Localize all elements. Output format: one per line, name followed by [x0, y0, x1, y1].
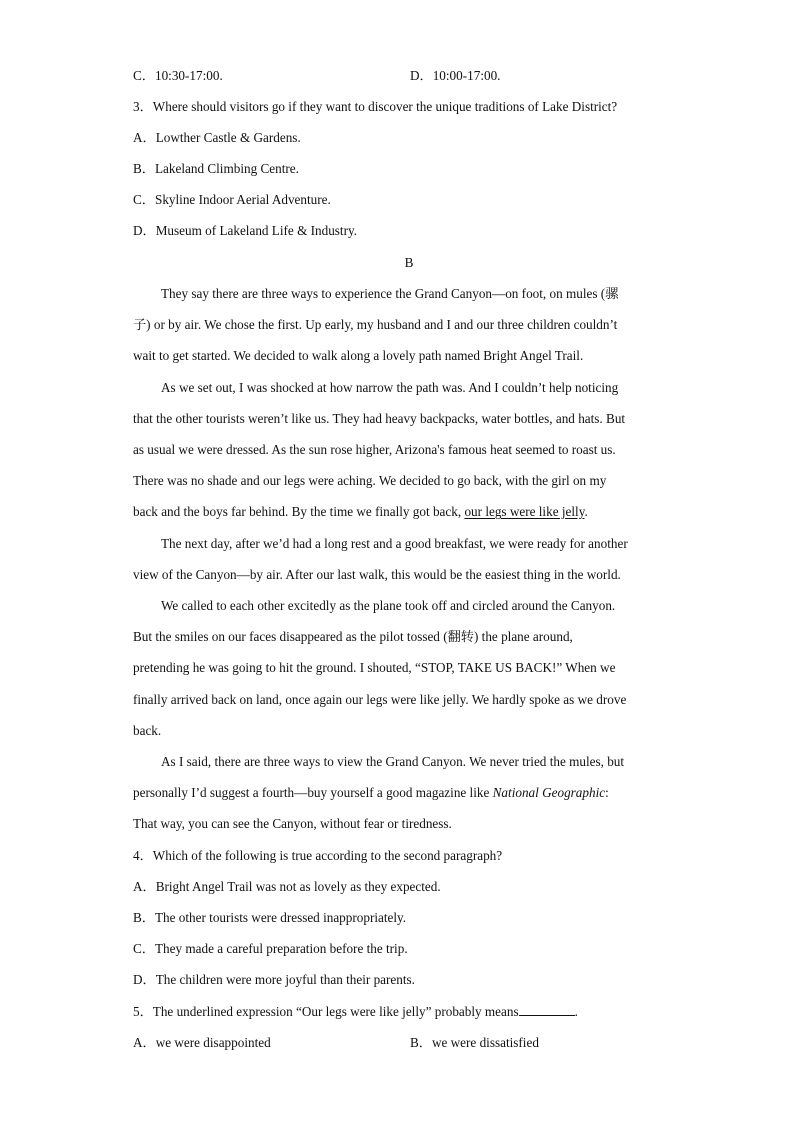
- passage-line-8-end: .: [584, 504, 588, 519]
- passage-line-11: We called to each other excitedly as the plane took off and circled around the Canyon.: [161, 598, 616, 613]
- q5-option-a: A．we were disappointed: [133, 1035, 271, 1050]
- q4-option-b: B．The other tourists were dressed inappropriately.: [133, 910, 407, 925]
- q3-option-a: A．Lowther Castle & Gardens.: [133, 130, 301, 145]
- passage-line-16: As I said, there are three ways to view the Grand Canyon. We never tried the mules, but: [161, 754, 625, 769]
- q3-option-b: B．Lakeland Climbing Centre.: [133, 161, 299, 176]
- passage-line-7: There was no shade and our legs were aching. We decided to go back, with the girl on my: [133, 473, 607, 488]
- q3-option-d: D．Museum of Lakeland Life & Industry.: [133, 223, 358, 238]
- passage-line-12: But the smiles on our faces disappeared as the pilot tossed (翻转) the plane around,: [133, 629, 573, 644]
- section-label: B: [404, 255, 414, 270]
- q3-option-c: C．Skyline Indoor Aerial Adventure.: [133, 192, 331, 207]
- q3-stem: 3．Where should visitors go if they want to discover the unique traditions of Lake District?: [133, 99, 618, 114]
- answer-blank: [519, 1003, 575, 1016]
- q5-option-b: B．we were dissatisfied: [410, 1035, 539, 1050]
- passage-line-18: That way, you can see the Canyon, without fear or tiredness.: [133, 816, 452, 831]
- passage-line-17-end: :: [605, 785, 609, 800]
- passage-line-14: finally arrived back on land, once again our legs were like jelly. We hardly spoke as we drove: [133, 692, 627, 707]
- passage-line-8: [133, 503, 588, 521]
- passage-line-17-text: personally I’d suggest a fourth—buy yourself a good magazine like: [133, 785, 493, 800]
- passage-line-1: They say there are three ways to experience the Grand Canyon—on foot, on mules (骡: [161, 286, 619, 301]
- passage-line-8-text: back and the boys far behind. By the time we finally got back,: [133, 504, 465, 519]
- underlined-expression: our legs were like jelly: [464, 504, 585, 519]
- q4-option-d: D．The children were more joyful than their parents.: [133, 972, 415, 987]
- q4-option-a: A．Bright Angel Trail was not as lovely as they expected.: [133, 879, 441, 894]
- q4-stem: 4．Which of the following is true according to the second paragraph?: [133, 848, 503, 863]
- q2-option-c: C．10:30-17:00.: [133, 68, 223, 83]
- passage-line-6: as usual we were dressed. As the sun rose higher, Arizona's famous heat seemed to roast us.: [133, 442, 616, 457]
- passage-line-17: [133, 784, 609, 802]
- magazine-title: National Geographic: [492, 785, 606, 800]
- passage-line-4: As we set out, I was shocked at how narrow the path was. And I couldn’t help noticing: [161, 380, 619, 395]
- passage-line-9: The next day, after we’d had a long rest and a good breakfast, we were ready for another: [161, 536, 628, 551]
- passage-line-5: that the other tourists weren’t like us. They had heavy backpacks, water bottles, and hats. But: [133, 411, 626, 426]
- passage-line-3: wait to get started. We decided to walk along a lovely path named Bright Angel Trail.: [133, 348, 584, 363]
- passage-line-10: view of the Canyon—by air. After our last walk, this would be the easiest thing in the world.: [133, 567, 621, 582]
- q4-option-c: C．They made a careful preparation before the trip.: [133, 941, 408, 956]
- q5-stem-text: 5．The underlined expression “Our legs were like jelly” probably means: [133, 1004, 519, 1019]
- q2-option-d: D．10:00-17:00.: [410, 68, 501, 83]
- passage-line-2: 子) or by air. We chose the first. Up early, my husband and I and our three children couldn’t: [133, 317, 618, 332]
- q5-stem-end: .: [574, 1004, 578, 1019]
- passage-line-15: back.: [133, 723, 162, 738]
- q5-stem: [133, 1003, 578, 1021]
- passage-line-13: pretending he was going to hit the ground. I shouted, “STOP, TAKE US BACK!” When we: [133, 660, 616, 675]
